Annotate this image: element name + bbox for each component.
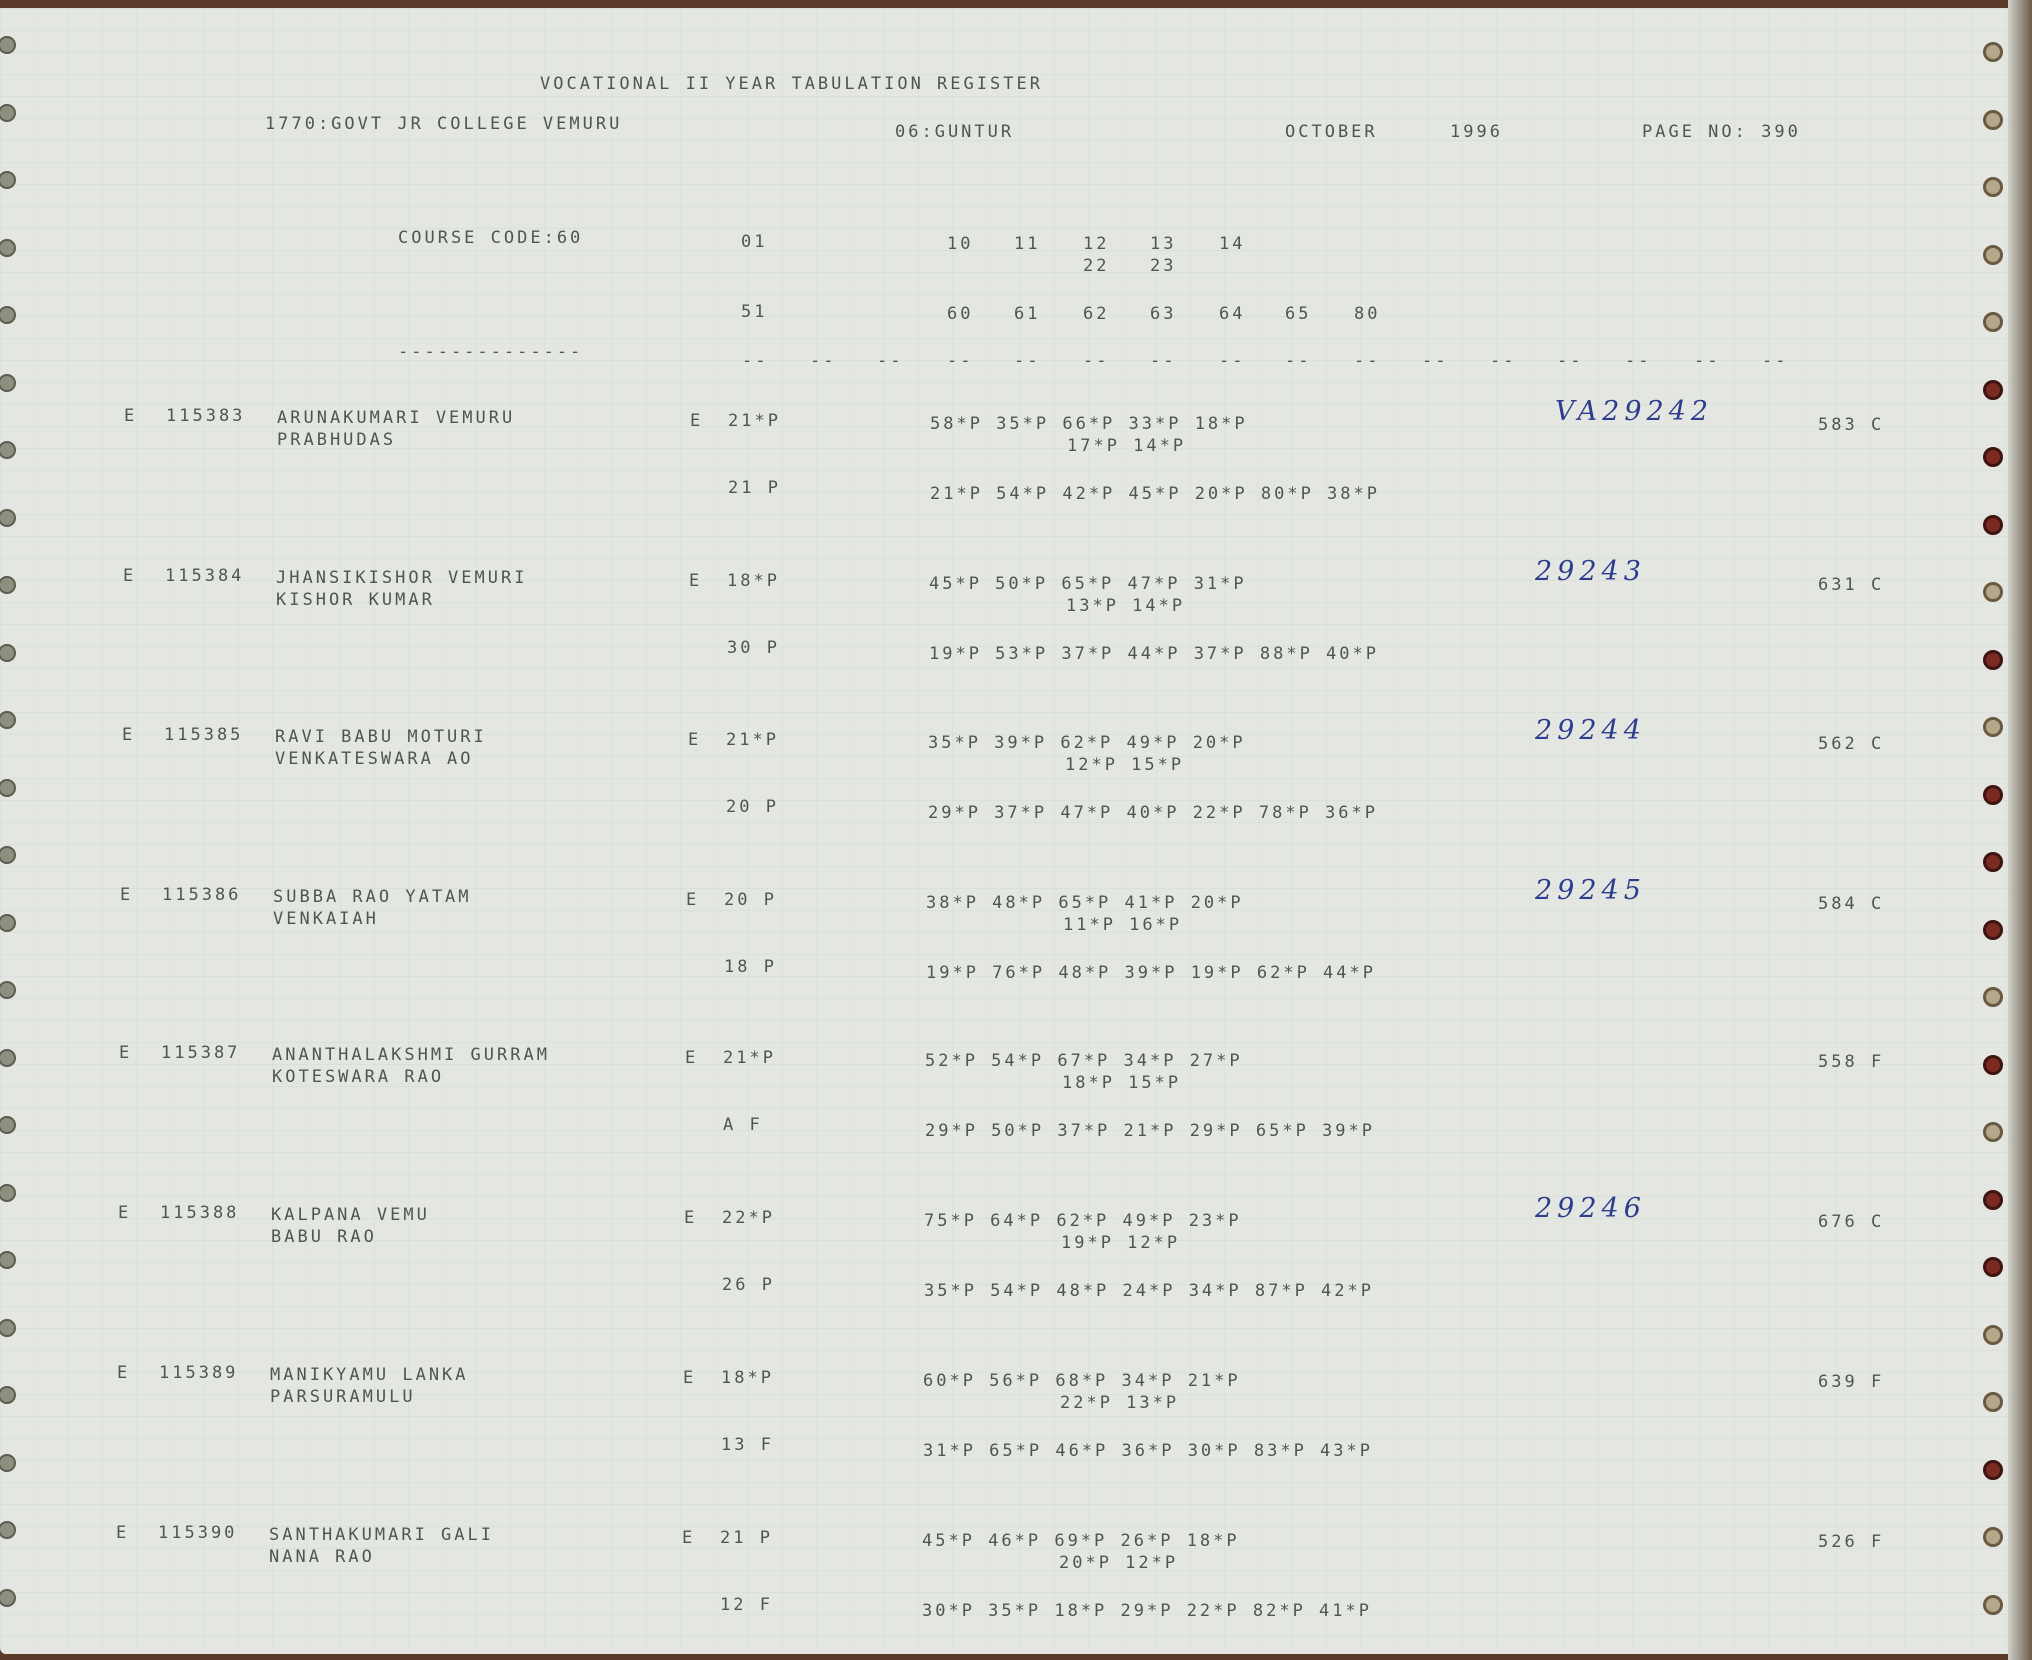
- dash-rule: --: [742, 351, 769, 371]
- feed-hole: [1983, 1460, 2003, 1480]
- feed-hole: [0, 1521, 16, 1539]
- score-first-part1: 20 P: [724, 890, 777, 910]
- feed-hole: [1983, 852, 2003, 872]
- medium-code: E: [683, 1368, 697, 1388]
- medium-code: E: [690, 411, 704, 431]
- feed-hole: [0, 1454, 16, 1472]
- student-category: E: [118, 1203, 132, 1223]
- scores-part2: 31*P 65*P 46*P 36*P 30*P 83*P 43*P: [923, 1441, 1373, 1461]
- register-sheet: [0, 8, 2020, 1654]
- col-header-60: 60: [947, 304, 974, 324]
- scores-part2: 19*P 53*P 37*P 44*P 37*P 88*P 40*P: [929, 644, 1379, 664]
- total-marks-result: 676 C: [1818, 1212, 1885, 1232]
- dash-rule: --: [1285, 351, 1312, 371]
- feed-hole: [0, 644, 16, 662]
- scores-part1: 45*P 46*P 69*P 26*P 18*P: [922, 1531, 1240, 1551]
- student-parent-name: VENKATESWARA AO: [275, 749, 474, 769]
- student-parent-name: PRABHUDAS: [277, 430, 397, 450]
- student-roll-number: 115389: [159, 1363, 239, 1383]
- student-roll-number: 115383: [166, 406, 246, 426]
- feed-hole: [1983, 312, 2003, 332]
- score-first-part1: 22*P: [722, 1208, 775, 1228]
- col-header-51: 51: [741, 302, 768, 322]
- col-header-80: 80: [1354, 304, 1381, 324]
- student-name: KALPANA VEMU: [271, 1205, 430, 1225]
- handwritten-certificate-number: 29245: [1535, 875, 1646, 906]
- col-header-10: 10: [947, 234, 974, 254]
- feed-hole: [0, 239, 16, 257]
- student-category: E: [123, 566, 137, 586]
- feed-hole: [0, 981, 16, 999]
- score-first-part2: 21 P: [728, 478, 781, 498]
- feed-hole: [1983, 1527, 2003, 1547]
- feed-hole: [1983, 110, 2003, 130]
- scores-part1: 38*P 48*P 65*P 41*P 20*P: [926, 893, 1244, 913]
- feed-hole: [1983, 1055, 2003, 1075]
- scores-part1-extra: 22*P 13*P: [1060, 1393, 1180, 1413]
- feed-hole: [1983, 1595, 2003, 1615]
- handwritten-certificate-number: 29243: [1535, 556, 1646, 587]
- dash-rule: --: [1219, 351, 1246, 371]
- scores-part1: 60*P 56*P 68*P 34*P 21*P: [923, 1371, 1241, 1391]
- student-roll-number: 115386: [162, 885, 242, 905]
- scores-part1-extra: 20*P 12*P: [1059, 1553, 1179, 1573]
- feed-hole: [0, 1184, 16, 1202]
- page-number: PAGE NO: 390: [1642, 122, 1801, 142]
- score-first-part2: 18 P: [724, 957, 777, 977]
- header-underline: --------------: [398, 342, 584, 362]
- student-roll-number: 115388: [160, 1203, 240, 1223]
- student-name: ARUNAKUMARI VEMURU: [277, 408, 516, 428]
- course-code: COURSE CODE:60: [398, 228, 584, 248]
- student-parent-name: VENKAIAH: [273, 909, 379, 929]
- dash-rule: --: [1014, 351, 1041, 371]
- dash-rule: --: [1490, 351, 1517, 371]
- feed-hole: [0, 104, 16, 122]
- col-header-62: 62: [1083, 304, 1110, 324]
- register-title: VOCATIONAL II YEAR TABULATION REGISTER: [540, 74, 1043, 94]
- student-name: JHANSIKISHOR VEMURI: [276, 568, 528, 588]
- student-name: ANANTHALAKSHMI GURRAM: [272, 1045, 550, 1065]
- score-first-part2: 30 P: [727, 638, 780, 658]
- student-roll-number: 115390: [158, 1523, 238, 1543]
- scores-part2: 19*P 76*P 48*P 39*P 19*P 62*P 44*P: [926, 963, 1376, 983]
- feed-hole: [0, 711, 16, 729]
- scores-part1: 52*P 54*P 67*P 34*P 27*P: [925, 1051, 1243, 1071]
- feed-hole: [1983, 582, 2003, 602]
- scores-part1: 35*P 39*P 62*P 49*P 20*P: [928, 733, 1246, 753]
- medium-code: E: [685, 1048, 699, 1068]
- score-first-part2: 13 F: [721, 1435, 774, 1455]
- score-first-part2: 12 F: [720, 1595, 773, 1615]
- medium-code: E: [688, 730, 702, 750]
- dash-rule: --: [877, 351, 904, 371]
- feed-hole: [1983, 1190, 2003, 1210]
- dash-rule: --: [1625, 351, 1652, 371]
- score-first-part1: 21*P: [726, 730, 779, 750]
- feed-hole: [0, 441, 16, 459]
- feed-hole: [1983, 920, 2003, 940]
- feed-hole: [0, 1116, 16, 1134]
- feed-hole: [0, 1319, 16, 1337]
- dash-rule: --: [1354, 351, 1381, 371]
- score-first-part1: 18*P: [727, 571, 780, 591]
- dash-rule: --: [810, 351, 837, 371]
- student-name: SUBBA RAO YATAM: [273, 887, 472, 907]
- student-category: E: [124, 406, 138, 426]
- medium-code: E: [682, 1528, 696, 1548]
- dash-rule: --: [1557, 351, 1584, 371]
- col-header-13: 13: [1150, 234, 1177, 254]
- score-first-part1: 18*P: [721, 1368, 774, 1388]
- scores-part1-extra: 18*P 15*P: [1062, 1073, 1182, 1093]
- student-category: E: [119, 1043, 133, 1063]
- student-parent-name: KOTESWARA RAO: [272, 1067, 445, 1087]
- score-first-part1: 21*P: [723, 1048, 776, 1068]
- total-marks-result: 639 F: [1818, 1372, 1885, 1392]
- dash-rule: --: [1422, 351, 1449, 371]
- scores-part1: 58*P 35*P 66*P 33*P 18*P: [930, 414, 1248, 434]
- col-header-61: 61: [1014, 304, 1041, 324]
- student-roll-number: 115385: [164, 725, 244, 745]
- student-name: MANIKYAMU LANKA: [270, 1365, 469, 1385]
- paper-edge: [2008, 0, 2032, 1660]
- student-parent-name: BABU RAO: [271, 1227, 377, 1247]
- score-first-part2: 20 P: [726, 797, 779, 817]
- student-parent-name: KISHOR KUMAR: [276, 590, 435, 610]
- medium-code: E: [684, 1208, 698, 1228]
- total-marks-result: 562 C: [1818, 734, 1885, 754]
- handwritten-certificate-number: 29246: [1535, 1193, 1646, 1224]
- col-header-23: 23: [1150, 256, 1177, 276]
- col-header-65: 65: [1285, 304, 1312, 324]
- feed-hole: [0, 1589, 16, 1607]
- feed-hole: [1983, 177, 2003, 197]
- handwritten-certificate-number: 29244: [1535, 715, 1646, 746]
- col-header-11: 11: [1014, 234, 1041, 254]
- feed-hole: [0, 36, 16, 54]
- feed-hole: [1983, 987, 2003, 1007]
- student-category: E: [120, 885, 134, 905]
- scores-part2: 29*P 50*P 37*P 21*P 29*P 65*P 39*P: [925, 1121, 1375, 1141]
- college-name: 1770:GOVT JR COLLEGE VEMURU: [265, 114, 623, 134]
- student-category: E: [117, 1363, 131, 1383]
- feed-hole: [1983, 785, 2003, 805]
- scores-part1-extra: 17*P 14*P: [1067, 436, 1187, 456]
- scores-part1-extra: 11*P 16*P: [1063, 915, 1183, 935]
- scores-part2: 30*P 35*P 18*P 29*P 22*P 82*P 41*P: [922, 1601, 1372, 1621]
- feed-hole: [0, 576, 16, 594]
- feed-hole: [1983, 1122, 2003, 1142]
- student-roll-number: 115387: [161, 1043, 241, 1063]
- scores-part1: 75*P 64*P 62*P 49*P 23*P: [924, 1211, 1242, 1231]
- total-marks-result: 631 C: [1818, 575, 1885, 595]
- dash-rule: --: [947, 351, 974, 371]
- col-header-14: 14: [1219, 234, 1246, 254]
- scores-part1-extra: 12*P 15*P: [1065, 755, 1185, 775]
- exam-month: OCTOBER: [1285, 122, 1378, 142]
- student-roll-number: 115384: [165, 566, 245, 586]
- feed-hole: [1983, 1257, 2003, 1277]
- student-parent-name: PARSURAMULU: [270, 1387, 416, 1407]
- scores-part2: 35*P 54*P 48*P 24*P 34*P 87*P 42*P: [924, 1281, 1374, 1301]
- feed-hole: [1983, 1325, 2003, 1345]
- student-name: RAVI BABU MOTURI: [275, 727, 487, 747]
- dash-rule: --: [1694, 351, 1721, 371]
- scores-part1-extra: 13*P 14*P: [1066, 596, 1186, 616]
- score-first-part1: 21 P: [720, 1528, 773, 1548]
- score-first-part1: 21*P: [728, 411, 781, 431]
- total-marks-result: 558 F: [1818, 1052, 1885, 1072]
- scores-part2: 29*P 37*P 47*P 40*P 22*P 78*P 36*P: [928, 803, 1378, 823]
- feed-hole: [1983, 380, 2003, 400]
- total-marks-result: 526 F: [1818, 1532, 1885, 1552]
- col-header-22: 22: [1083, 256, 1110, 276]
- scores-part1-extra: 19*P 12*P: [1061, 1233, 1181, 1253]
- feed-hole: [0, 374, 16, 392]
- col-header-01: 01: [741, 232, 768, 252]
- student-category: E: [122, 725, 136, 745]
- feed-hole: [1983, 650, 2003, 670]
- feed-hole: [1983, 1392, 2003, 1412]
- district: 06:GUNTUR: [895, 122, 1015, 142]
- scores-part1: 45*P 50*P 65*P 47*P 31*P: [929, 574, 1247, 594]
- dash-rule: --: [1150, 351, 1177, 371]
- feed-hole: [0, 509, 16, 527]
- feed-hole: [0, 914, 16, 932]
- col-header-63: 63: [1150, 304, 1177, 324]
- feed-hole: [1983, 515, 2003, 535]
- dash-rule: --: [1762, 351, 1789, 371]
- col-header-64: 64: [1219, 304, 1246, 324]
- feed-hole: [0, 846, 16, 864]
- medium-code: E: [689, 571, 703, 591]
- feed-hole: [1983, 42, 2003, 62]
- exam-year: 1996: [1450, 122, 1503, 142]
- score-first-part2: A F: [723, 1115, 763, 1135]
- feed-hole: [0, 1251, 16, 1269]
- scores-part2: 21*P 54*P 42*P 45*P 20*P 80*P 38*P: [930, 484, 1380, 504]
- handwritten-certificate-number: VA29242: [1555, 396, 1714, 427]
- col-header-12: 12: [1083, 234, 1110, 254]
- feed-hole: [0, 1386, 16, 1404]
- medium-code: E: [686, 890, 700, 910]
- feed-hole: [1983, 447, 2003, 467]
- feed-hole: [1983, 245, 2003, 265]
- student-name: SANTHAKUMARI GALI: [269, 1525, 494, 1545]
- feed-hole: [0, 1049, 16, 1067]
- feed-hole: [0, 306, 16, 324]
- score-first-part2: 26 P: [722, 1275, 775, 1295]
- feed-hole: [0, 779, 16, 797]
- feed-hole: [0, 171, 16, 189]
- student-parent-name: NANA RAO: [269, 1547, 375, 1567]
- feed-hole: [1983, 717, 2003, 737]
- dash-rule: --: [1083, 351, 1110, 371]
- student-category: E: [116, 1523, 130, 1543]
- total-marks-result: 583 C: [1818, 415, 1885, 435]
- total-marks-result: 584 C: [1818, 894, 1885, 914]
